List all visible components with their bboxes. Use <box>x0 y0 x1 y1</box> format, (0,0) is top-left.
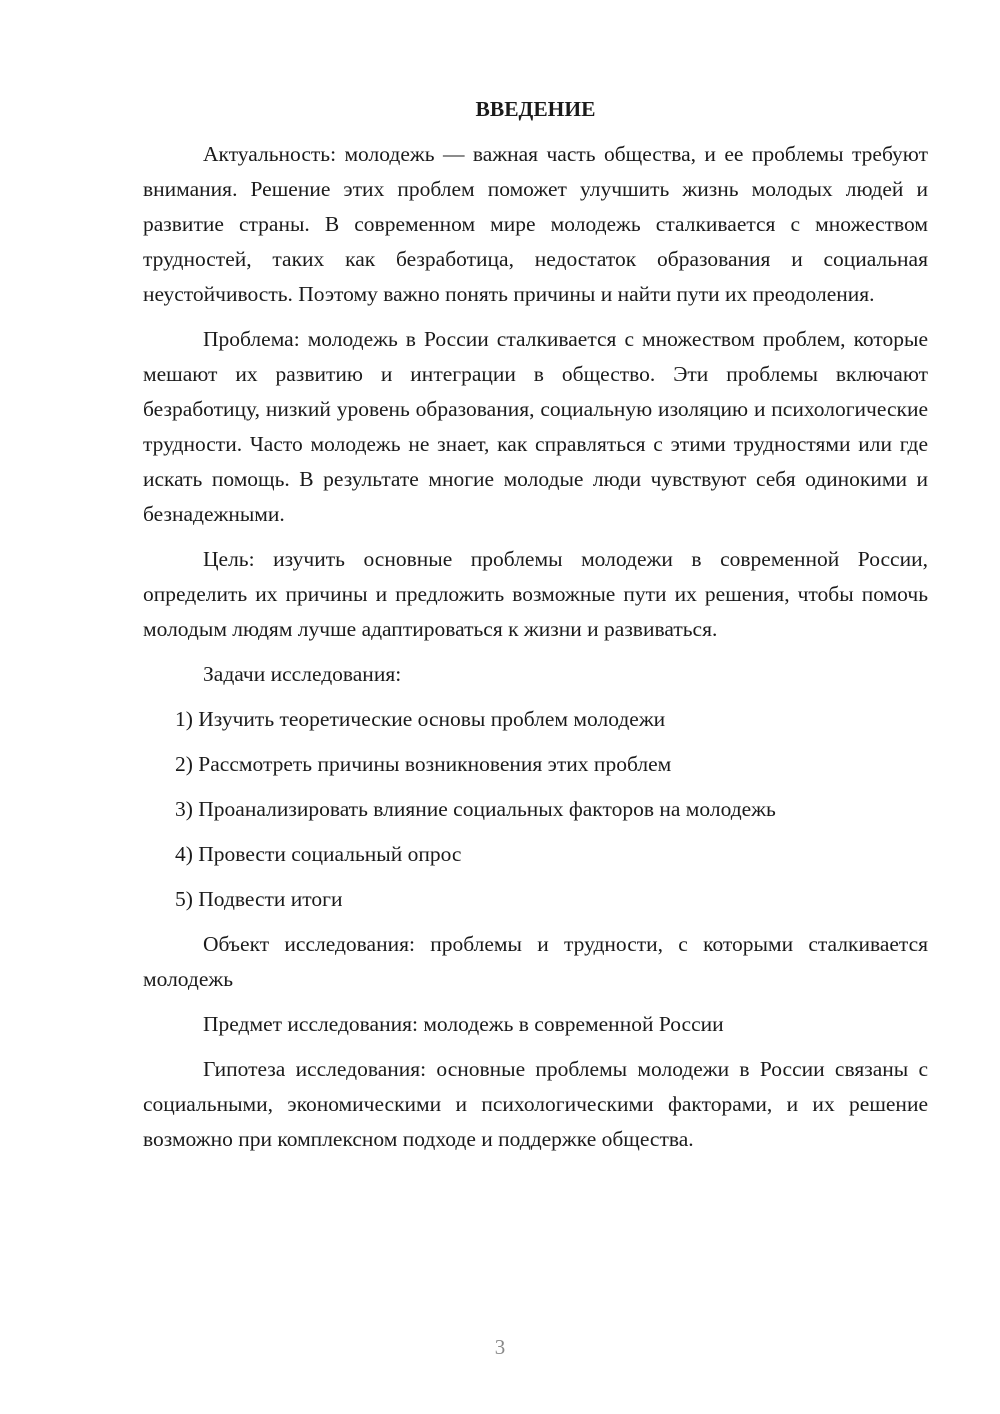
tasks-list <box>143 702 928 917</box>
relevance-paragraph: Актуальность: молодежь — важная часть общества, и ее проблемы требуют внимания. Решение этих проблем поможет улучшить жизнь молодых людей и развитие страны. В современном мире молодежь сталкивается с множеством трудностей, таких как безработица, недостаток образования и социальная неустойчивость. Поэтому важно понять причины и найти пути их преодоления. <box>143 142 928 306</box>
list-item: 3) Проанализировать влияние социальных факторов на молодежь <box>175 797 776 821</box>
goal-paragraph: Цель: изучить основные проблемы молодежи в современной России, определить их причины и предложить возможные пути их решения, чтобы помочь молодым людям лучше адаптироваться к жизни и развиваться. <box>143 547 928 641</box>
page-number: 3 <box>494 1335 506 1359</box>
list-item: 5) Подвести итоги <box>175 887 343 911</box>
problem-paragraph: Проблема: молодежь в России сталкивается с множеством проблем, которые мешают их развитию и интеграции в общество. Эти проблемы включают безработицу, низкий уровень образования, социальную изоляцию и психологические трудности. Часто молодежь не знает, как справляться с этими трудностями или где искать помощь. В результате многие молодые люди чувствуют себя одинокими и безнадежными. <box>143 327 928 526</box>
tasks-heading: Задачи исследования: <box>203 662 402 686</box>
hypothesis-paragraph: Гипотеза исследования: основные проблемы молодежи в России связаны с социальными, экономическими и психологическими факторами, и их решение возможно при комплексном подходе и поддержке общества. <box>143 1057 928 1151</box>
list-item: 2) Рассмотреть причины возникновения этих проблем <box>175 752 672 776</box>
list-item: 1) Изучить теоретические основы проблем молодежи <box>175 707 666 731</box>
section-title: ВВЕДЕНИЕ <box>475 97 596 121</box>
subject-paragraph: Предмет исследования: молодежь в современной России <box>203 1012 724 1036</box>
list-item: 4) Провести социальный опрос <box>175 842 462 866</box>
document-page <box>143 92 928 1167</box>
object-paragraph: Объект исследования: проблемы и трудности, с которыми сталкивается молодежь <box>143 932 928 991</box>
